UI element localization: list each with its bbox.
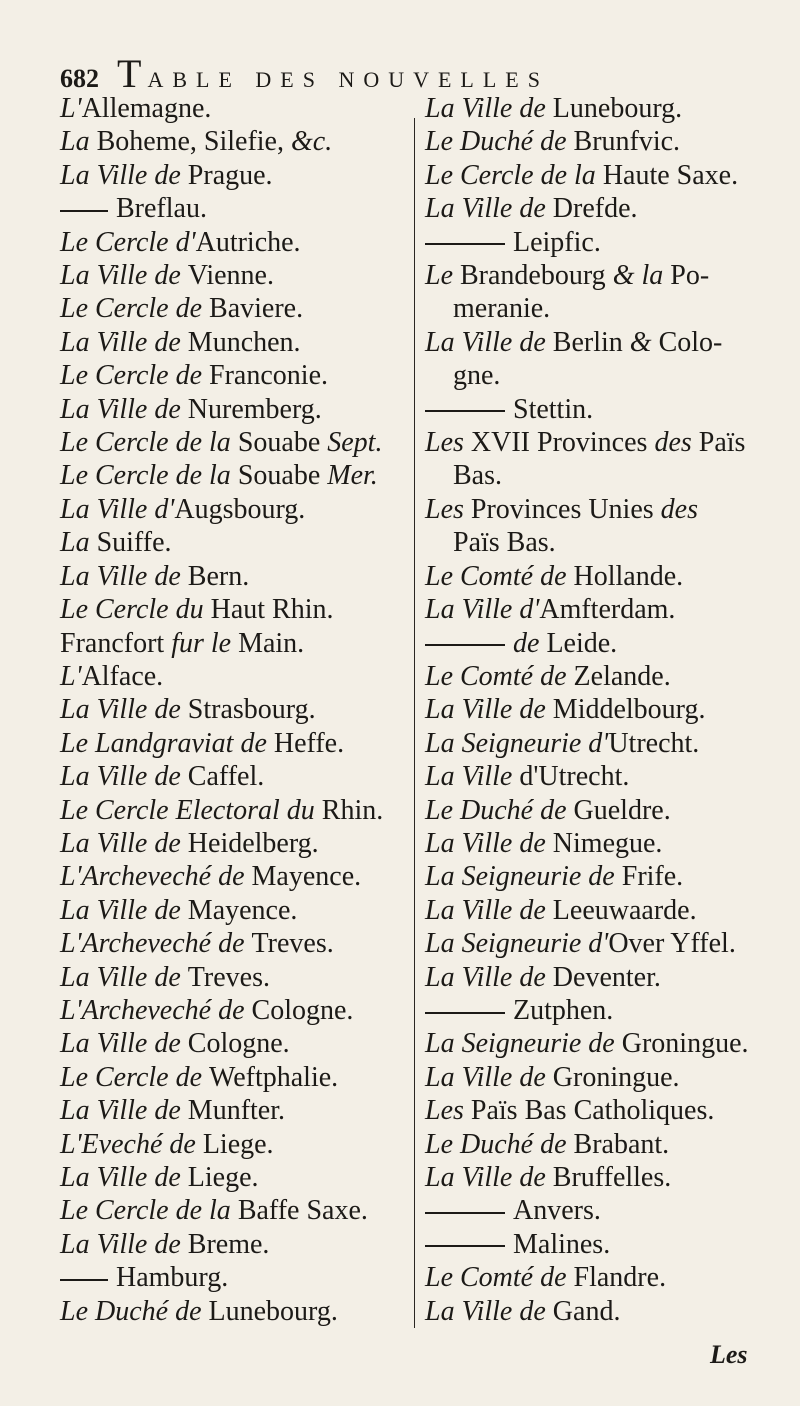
entry-roman-text: Zutphen. (513, 994, 614, 1026)
entry-roman-text: Cologne. (187, 1028, 290, 1060)
ditto-dash (425, 644, 505, 646)
entry-italic-text: La Ville de (60, 694, 188, 726)
entry-italic-text: La Ville de (60, 560, 188, 592)
entry-italic-text: Mer. (327, 460, 378, 492)
entry-roman-text: Colo- (658, 326, 723, 358)
entry-roman-text: Gand. (552, 1295, 621, 1327)
index-entry (60, 727, 410, 760)
index-entry (60, 359, 410, 392)
index-entry (60, 459, 410, 492)
entry-roman-text: Breme. (187, 1228, 270, 1260)
entry-roman-text: Souabe (237, 427, 328, 459)
index-entry (60, 1261, 410, 1294)
entry-roman-text: Berlin (552, 326, 630, 358)
index-entry (60, 1295, 410, 1328)
entry-italic-text: Le Duché de (60, 1295, 209, 1327)
entry-italic-text: La Seigneurie de (425, 861, 622, 893)
entry-roman-text: Vienne. (187, 260, 274, 292)
index-entry (60, 1161, 410, 1194)
entry-roman-text: Caffel. (187, 761, 265, 793)
entry-italic-text: La Ville de (60, 159, 188, 191)
entry-roman-text: Treves. (187, 961, 270, 993)
entry-italic-text: Le Comté de (425, 660, 574, 692)
index-entry (425, 326, 775, 359)
entry-roman-text: Nimegue. (552, 827, 663, 859)
entry-italic-text: Sept. (327, 427, 383, 459)
entry-roman-text: Zelande. (573, 660, 671, 692)
entry-italic-text: Le Cercle de (60, 360, 210, 392)
entry-roman-text: gne. (453, 360, 501, 392)
entry-italic-text: La Ville de (425, 1295, 553, 1327)
entry-roman-text: Suiffe. (96, 527, 172, 559)
entry-roman-text: Leide. (546, 627, 618, 659)
entry-italic-text: La Ville de (60, 894, 188, 926)
index-entry (425, 526, 775, 559)
running-head (60, 50, 760, 97)
index-entry (60, 927, 410, 960)
index-entry (60, 627, 410, 660)
entry-roman-text: Rhin. (321, 794, 384, 826)
index-entry (425, 760, 775, 793)
entry-italic-text: La Ville de (425, 193, 553, 225)
entry-italic-text: L'Eveché de (60, 1128, 203, 1160)
index-entry (425, 1194, 775, 1227)
index-entry (60, 192, 410, 225)
index-entry (425, 994, 775, 1027)
entry-roman-text: Francfort (60, 627, 172, 659)
entry-roman-text: Mayence. (187, 894, 298, 926)
page-number: 682 (60, 64, 99, 93)
index-entry (425, 459, 775, 492)
entry-italic-text: La Ville de (60, 761, 188, 793)
entry-roman-text: Munfter. (187, 1095, 286, 1127)
entry-roman-text: Baviere. (209, 293, 304, 325)
entry-italic-text: & la (612, 260, 671, 292)
entry-roman-text: Boheme, Silefie, (96, 126, 291, 158)
index-entry (425, 259, 775, 292)
index-entry (425, 560, 775, 593)
index-entry (60, 593, 410, 626)
entry-roman-text: Souabe (237, 460, 328, 492)
entry-italic-text: La (60, 126, 97, 158)
entry-italic-text: &c. (290, 126, 333, 158)
entry-roman-text: Utrecht. (608, 727, 700, 759)
entry-italic-text: La Ville de (60, 827, 188, 859)
entry-roman-text: Drefde. (552, 193, 638, 225)
entry-roman-text: Deventer. (552, 961, 661, 993)
entry-roman-text: Bruffelles. (552, 1162, 672, 1193)
index-entry (425, 226, 775, 259)
index-entry (425, 1161, 775, 1194)
entry-italic-text: La Ville de (60, 1095, 188, 1127)
entry-italic-text: Le Cercle du (60, 594, 211, 626)
index-entry (60, 794, 410, 827)
index-entry (425, 1295, 775, 1328)
index-entry (425, 493, 775, 526)
index-entry (425, 827, 775, 860)
entry-roman-text: Païs Bas Catholiques. (470, 1095, 715, 1127)
entry-roman-text: Prague. (187, 159, 273, 191)
index-entry (60, 1194, 410, 1227)
entry-roman-text: Mayence. (251, 861, 362, 893)
entry-roman-text: Haut Rhin. (210, 594, 334, 626)
entry-italic-text: La Ville de (60, 1162, 188, 1193)
ditto-dash (425, 1245, 505, 1247)
entry-roman-text: d'Utrecht. (519, 761, 630, 793)
entry-roman-text: Lunebourg. (208, 1295, 338, 1327)
entry-roman-text: Leeuwaarde. (552, 894, 697, 926)
index-entry (425, 359, 775, 392)
index-entry (425, 1094, 775, 1127)
entry-italic-text: La Seigneurie d' (425, 928, 609, 960)
entry-roman-text: Liege. (202, 1128, 274, 1160)
index-entry (60, 125, 410, 158)
index-entry (60, 560, 410, 593)
entry-roman-text: Provinces Unies (470, 493, 661, 525)
entry-italic-text: La Ville de (425, 961, 553, 993)
entry-roman-text: Weftphalie. (209, 1061, 339, 1093)
index-entry (60, 1228, 410, 1261)
index-entry (60, 226, 410, 259)
entry-italic-text: Les (425, 1095, 471, 1127)
index-entry (425, 961, 775, 994)
index-entry (425, 1261, 775, 1294)
entry-italic-text: La (60, 527, 97, 559)
entry-italic-text: Le Comté de (425, 560, 574, 592)
entry-italic-text: La Ville de (425, 1162, 553, 1193)
entry-roman-text: Stettin. (513, 393, 594, 425)
entry-roman-text: Franconie. (209, 360, 328, 392)
entry-italic-text: Le Duché de (425, 126, 574, 158)
entry-italic-text: La Seigneurie de (425, 1028, 622, 1060)
index-entry (60, 1094, 410, 1127)
entry-roman-text: Anvers. (513, 1195, 601, 1227)
entry-italic-text: L'Archeveché de (60, 861, 252, 893)
index-entry (60, 860, 410, 893)
entry-italic-text: La Ville de (425, 1061, 553, 1093)
entry-roman-text: Alface. (81, 660, 164, 692)
left-column (60, 92, 410, 1328)
entry-italic-text: Le Cercle d' (60, 226, 196, 258)
index-entry (425, 1228, 775, 1261)
entry-roman-text: Païs (698, 427, 746, 459)
index-entry (60, 961, 410, 994)
index-entry (60, 1061, 410, 1094)
entry-italic-text: La Ville de (425, 827, 553, 859)
ditto-dash (60, 210, 108, 212)
ditto-dash (60, 1279, 108, 1281)
index-entry (60, 526, 410, 559)
index-entry (60, 760, 410, 793)
entry-roman-text: Liege. (187, 1162, 259, 1193)
index-entry (60, 426, 410, 459)
entry-italic-text: Le Duché de (425, 794, 574, 826)
entry-italic-text: L'Archeveché de (60, 994, 252, 1026)
entry-roman-text: Baffe Saxe. (237, 1195, 368, 1227)
index-entry (425, 426, 775, 459)
index-entry (60, 660, 410, 693)
index-entry (425, 192, 775, 225)
title-rest: ABLE DES NOUVELLES (147, 67, 549, 92)
entry-italic-text: de (513, 627, 547, 659)
entry-italic-text: La Seigneurie d' (425, 727, 609, 759)
entry-roman-text: Augsbourg. (174, 493, 306, 525)
entry-roman-text: Main. (238, 627, 305, 659)
index-entry (60, 393, 410, 426)
entry-roman-text: Hamburg. (116, 1262, 229, 1294)
index-entry (425, 1128, 775, 1161)
entry-roman-text: Bas. (453, 460, 502, 492)
index-entry (60, 693, 410, 726)
index-entry (425, 727, 775, 760)
index-entry (425, 1027, 775, 1060)
index-entry (425, 627, 775, 660)
entry-italic-text: Les (425, 427, 471, 459)
entry-roman-text: Nuremberg. (187, 393, 322, 425)
index-entry (425, 1061, 775, 1094)
entry-roman-text: Bern. (187, 560, 250, 592)
index-entry (425, 860, 775, 893)
entry-roman-text: Malines. (513, 1228, 611, 1260)
entry-italic-text: L' (60, 93, 82, 124)
entry-italic-text: Le Comté de (425, 1262, 574, 1294)
index-entry (425, 292, 775, 325)
entry-roman-text: Brunfvic. (573, 126, 681, 158)
entry-italic-text: Le Cercle de la (425, 159, 603, 191)
ditto-dash (425, 410, 505, 412)
index-entry (425, 159, 775, 192)
entry-roman-text: Flandre. (573, 1262, 667, 1294)
entry-italic-text: fur le (171, 627, 239, 659)
index-entry (425, 794, 775, 827)
entry-italic-text: des (654, 427, 699, 459)
entry-roman-text: XVII Provinces (470, 427, 655, 459)
entry-italic-text: Le (425, 260, 460, 292)
entry-italic-text: des (660, 493, 698, 525)
index-entry (60, 994, 410, 1027)
entry-roman-text: Heffe. (273, 727, 345, 759)
entry-roman-text: Frife. (621, 861, 684, 893)
ditto-dash (425, 1212, 505, 1214)
entry-italic-text: L'Archeveché de (60, 928, 252, 960)
index-entry (60, 159, 410, 192)
entry-roman-text: Over Yffel. (608, 928, 736, 960)
entry-roman-text: Munchen. (187, 326, 301, 358)
entry-italic-text: Le Cercle de la (60, 460, 238, 492)
index-entry (60, 827, 410, 860)
entry-italic-text: La Ville de (60, 326, 188, 358)
index-entry (425, 660, 775, 693)
entry-roman-text: Treves. (251, 928, 334, 960)
entry-italic-text: La Ville (425, 761, 520, 793)
entry-italic-text: L' (60, 660, 82, 692)
entry-roman-text: Hollande. (573, 560, 684, 592)
entry-roman-text: Leipfic. (513, 226, 601, 258)
entry-italic-text: Le Landgraviat de (60, 727, 274, 759)
index-entry (425, 927, 775, 960)
index-entry (425, 693, 775, 726)
entry-italic-text: Le Cercle Electoral du (60, 794, 322, 826)
catchword: Les (710, 1340, 748, 1369)
entry-roman-text: Strasbourg. (187, 694, 316, 726)
right-column (425, 92, 775, 1328)
entry-roman-text: Groningue. (552, 1061, 680, 1093)
entry-italic-text: La Ville de (60, 961, 188, 993)
entry-roman-text: meranie. (453, 293, 551, 325)
index-entry (60, 493, 410, 526)
entry-roman-text: Heidelberg. (187, 827, 319, 859)
entry-roman-text: Haute Saxe. (602, 159, 739, 191)
entry-italic-text: Le Duché de (425, 1128, 574, 1160)
entry-roman-text: Middelbourg. (552, 694, 706, 726)
entry-italic-text: Le Cercle de la (60, 427, 238, 459)
index-entry (60, 292, 410, 325)
entry-roman-text: Allemagne. (81, 93, 212, 124)
index-entry (60, 326, 410, 359)
entry-italic-text: La Ville de (425, 326, 553, 358)
entry-italic-text: Les (425, 493, 471, 525)
index-entry (60, 1128, 410, 1161)
index-entry (425, 393, 775, 426)
entry-italic-text: Le Cercle de (60, 293, 210, 325)
entry-italic-text: La Ville d' (425, 594, 540, 626)
entry-roman-text: Païs Bas. (453, 527, 556, 559)
title-initial: T (117, 51, 148, 96)
entry-roman-text: Gueldre. (573, 794, 671, 826)
entry-roman-text: Brabant. (573, 1128, 670, 1160)
entry-italic-text: & (629, 326, 659, 358)
entry-roman-text: Breflau. (116, 193, 207, 225)
entry-roman-text: Cologne. (251, 994, 354, 1026)
entry-roman-text: Brandebourg (460, 260, 613, 292)
ditto-dash (425, 1012, 505, 1014)
ditto-dash (425, 243, 505, 245)
entry-italic-text: La Ville de (425, 93, 553, 124)
index-entry (425, 894, 775, 927)
entry-italic-text: La Ville de (60, 1028, 188, 1060)
index-entry (425, 125, 775, 158)
index-entry (60, 92, 410, 125)
index-entry (60, 894, 410, 927)
entry-italic-text: La Ville de (60, 1228, 188, 1260)
index-entry (60, 1027, 410, 1060)
entry-roman-text: Autriche. (195, 226, 301, 258)
entry-italic-text: La Ville de (425, 894, 553, 926)
column-rule (414, 118, 415, 1328)
entry-italic-text: La Ville de (425, 694, 553, 726)
entry-roman-text: Groningue. (621, 1028, 749, 1060)
index-entry (60, 259, 410, 292)
index-entry (425, 593, 775, 626)
entry-roman-text: Po- (670, 260, 710, 292)
entry-italic-text: Le Cercle de la (60, 1195, 238, 1227)
entry-italic-text: La Ville de (60, 260, 188, 292)
entry-italic-text: Le Cercle de (60, 1061, 210, 1093)
index-entry (425, 92, 775, 125)
entry-italic-text: La Ville de (60, 393, 188, 425)
entry-roman-text: Amfterdam. (539, 594, 676, 626)
entry-italic-text: La Ville d' (60, 493, 175, 525)
entry-roman-text: Lunebourg. (552, 93, 683, 124)
